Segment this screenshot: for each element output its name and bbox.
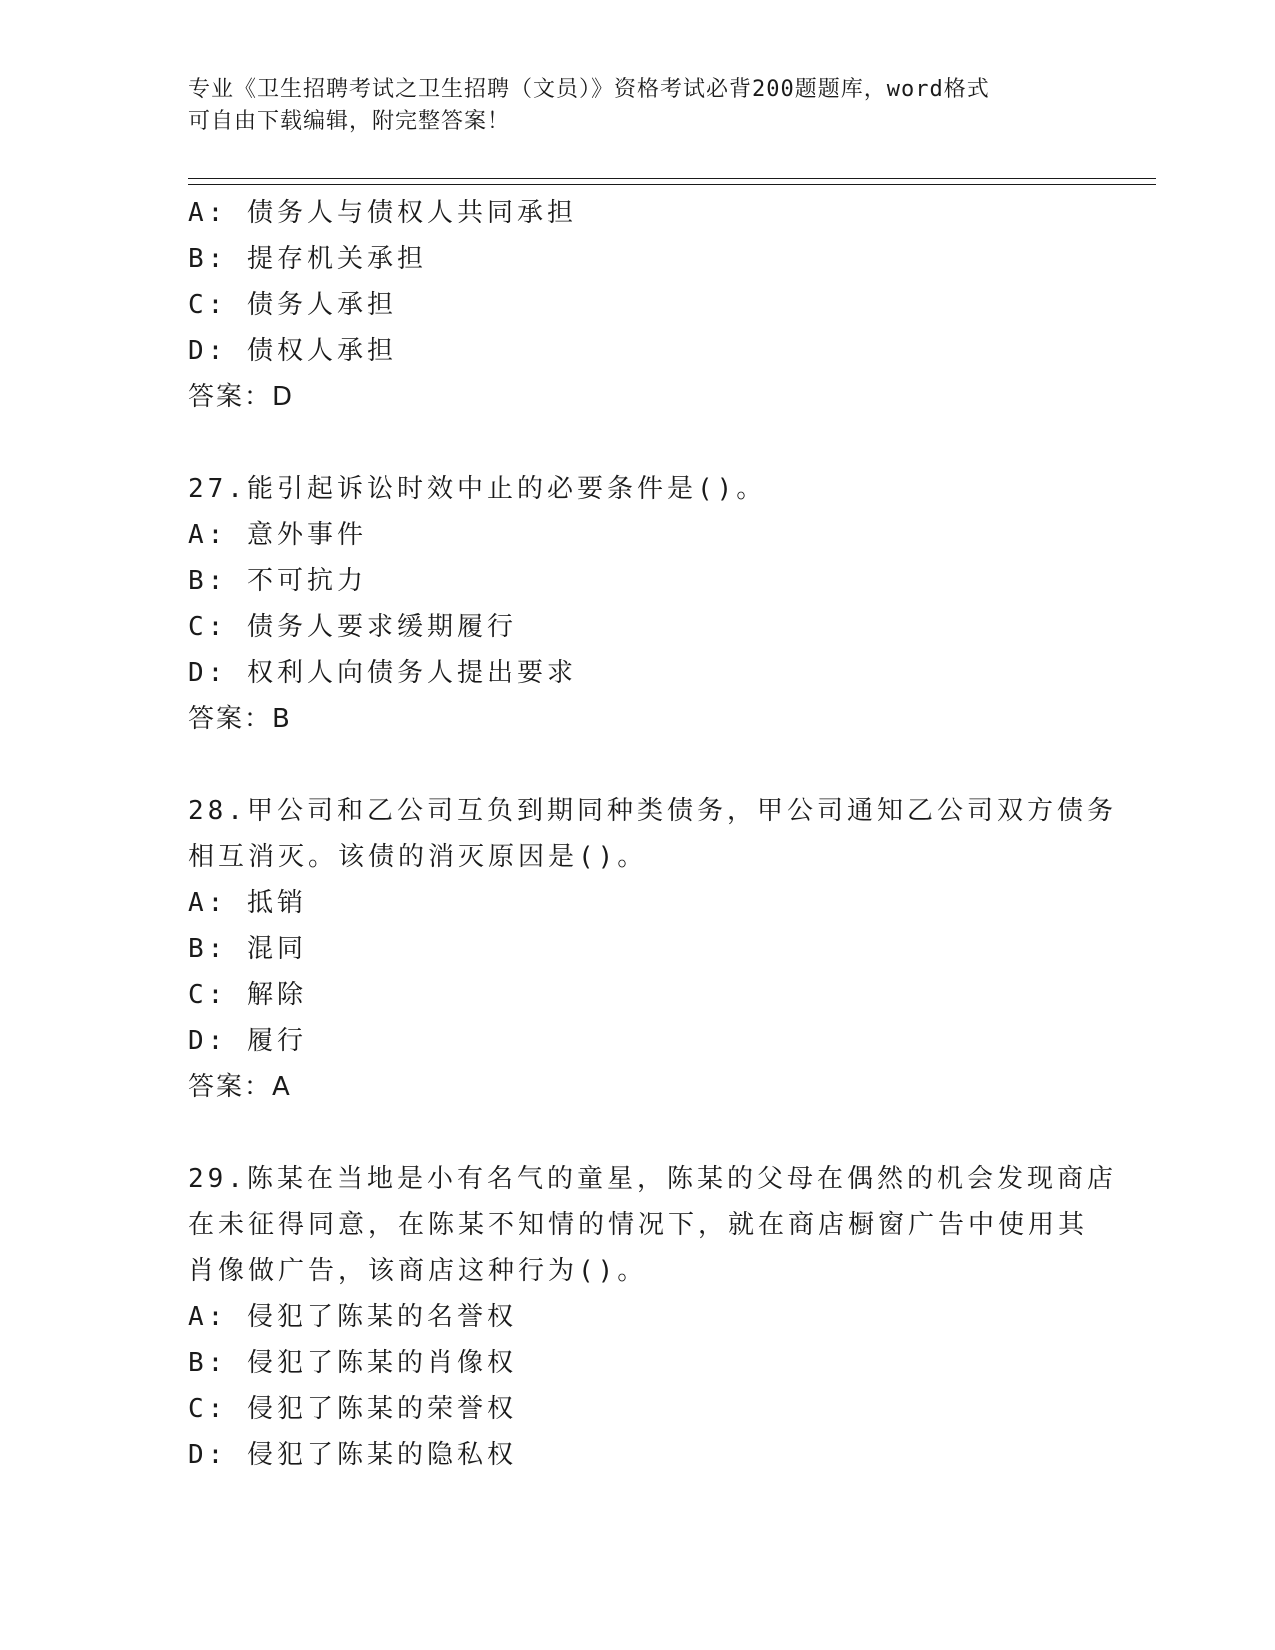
question-text-line-1: 29.陈某在当地是小有名气的童星，陈某的父母在偶然的机会发现商店 [188, 1164, 1117, 1194]
option-c: C: 债务人要求缓期履行 [188, 612, 517, 642]
answer-line: 答案：D [188, 382, 295, 412]
spacer [188, 742, 1088, 788]
question-28-block [188, 788, 1117, 1110]
document-header [188, 74, 1068, 138]
question-text: 27.能引起诉讼时效中止的必要条件是()。 [188, 474, 767, 504]
option-a: A: 抵销 [188, 888, 307, 918]
option-d: D: 侵犯了陈某的隐私权 [188, 1440, 517, 1470]
header-divider-top [188, 178, 1156, 179]
question-text-line-3: 肖像做广告，该商店这种行为()。 [188, 1256, 648, 1286]
option-c: C: 债务人承担 [188, 290, 397, 320]
spacer [188, 1110, 1088, 1156]
option-d: D: 权利人向债务人提出要求 [188, 658, 577, 688]
option-a: A: 意外事件 [188, 520, 367, 550]
header-divider-bottom [188, 184, 1156, 185]
option-b: B: 不可抗力 [188, 566, 367, 596]
option-c: C: 侵犯了陈某的荣誉权 [188, 1394, 517, 1424]
option-b: B: 混同 [188, 934, 307, 964]
option-a: A: 侵犯了陈某的名誉权 [188, 1302, 517, 1332]
question-29-block [188, 1156, 1117, 1478]
header-title-line-2: 可自由下载编辑，附完整答案！ [188, 109, 511, 134]
option-c: C: 解除 [188, 980, 307, 1010]
option-d: D: 债权人承担 [188, 336, 397, 366]
question-text-line-1: 28.甲公司和乙公司互负到期同种类债务，甲公司通知乙公司双方债务 [188, 796, 1117, 826]
header-title-line-1: 专业《卫生招聘考试之卫生招聘（文员）》资格考试必背200题题库，word格式 [188, 77, 990, 102]
question-27-block [188, 466, 1088, 742]
question-text-line-2: 相互消灭。该债的消灭原因是()。 [188, 842, 648, 872]
spacer [188, 420, 1088, 466]
answer-line: 答案：A [188, 1072, 292, 1102]
answer-line: 答案：B [188, 704, 292, 734]
question-26-block [188, 190, 1088, 420]
question-list [188, 190, 1117, 1478]
option-b: B: 侵犯了陈某的肖像权 [188, 1348, 517, 1378]
option-b: B: 提存机关承担 [188, 244, 427, 274]
option-a: A: 债务人与债权人共同承担 [188, 198, 577, 228]
question-text-line-2: 在未征得同意，在陈某不知情的情况下，就在商店橱窗广告中使用其 [188, 1210, 1089, 1240]
option-d: D: 履行 [188, 1026, 307, 1056]
